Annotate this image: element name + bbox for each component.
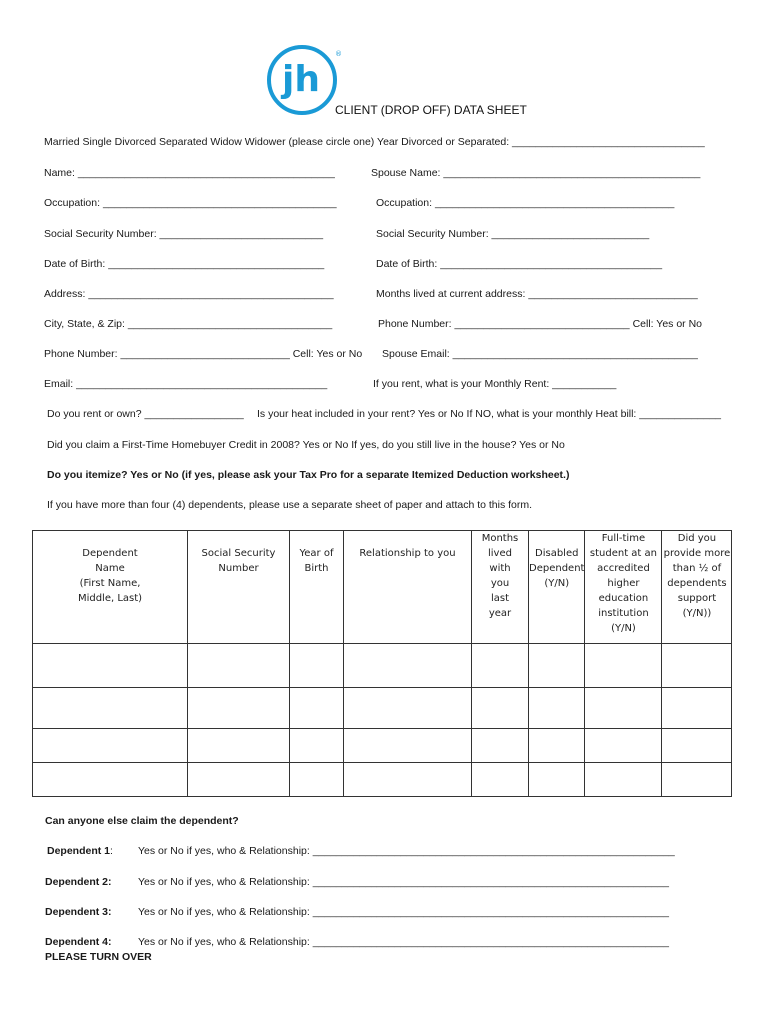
header-full-time-student: Full-time student at an accredited higher education institution (Y/N) <box>585 531 662 644</box>
dependent-3-label: Dependent 3: <box>45 906 112 918</box>
dependent-2-label: Dependent 2: <box>45 876 112 888</box>
dependents-note: If you have more than four (4) dependents, please use a separate sheet of paper and attach to this form. <box>47 499 533 511</box>
please-turn-over: PLEASE TURN OVER <box>45 951 152 963</box>
table-cell[interactable] <box>188 729 290 763</box>
itemize-line[interactable]: Do you itemize? Yes or No (if yes, please ask your Tax Pro for a separate Itemized Deduction worksheet.) <box>47 469 570 481</box>
header-support: Did you provide more than ½ of dependents support (Y/N)) <box>662 531 732 644</box>
table-row[interactable] <box>33 729 732 763</box>
spouse-occupation-field[interactable]: Occupation: _________________________________________ <box>376 197 675 209</box>
phone-field[interactable]: Phone Number: _____________________________ Cell: Yes or No <box>44 348 363 360</box>
ssn-field[interactable]: Social Security Number: ____________________________ <box>44 228 324 240</box>
table-cell[interactable] <box>662 688 732 729</box>
table-row[interactable] <box>33 763 732 797</box>
table-cell[interactable] <box>472 688 529 729</box>
dependent-1-field[interactable]: Yes or No if yes, who & Relationship: ______________________________________________________________ <box>138 845 675 857</box>
spouse-phone-field[interactable]: Phone Number: ______________________________ Cell: Yes or No <box>378 318 703 330</box>
table-cell[interactable] <box>662 729 732 763</box>
table-header-row <box>33 531 732 644</box>
rent-own-field[interactable]: Do you rent or own? _________________ <box>47 408 244 420</box>
table-cell[interactable] <box>529 644 585 688</box>
spouse-email-field[interactable]: Spouse Email: __________________________________________ <box>382 348 698 360</box>
city-state-zip-field[interactable]: City, State, & Zip: ___________________________________ <box>44 318 333 330</box>
header-disabled: Disabled Dependent (Y/N) <box>529 531 585 644</box>
address-field[interactable]: Address: __________________________________________ <box>44 288 334 300</box>
spouse-ssn-field[interactable]: Social Security Number: ___________________________ <box>376 228 650 240</box>
svg-text:jh: jh <box>282 59 320 100</box>
table-cell[interactable] <box>188 688 290 729</box>
table-cell[interactable] <box>585 729 662 763</box>
table-cell[interactable] <box>344 688 472 729</box>
table-cell[interactable] <box>188 763 290 797</box>
marital-status-line[interactable]: Married Single Divorced Separated Widow Widower (please circle one) Year Divorced or Separated: _________________________________ <box>44 136 705 148</box>
table-cell[interactable] <box>472 729 529 763</box>
dependent-4-field[interactable]: Yes or No if yes, who & Relationship: _____________________________________________________________ <box>138 936 669 948</box>
table-cell[interactable] <box>472 644 529 688</box>
table-row[interactable] <box>33 688 732 729</box>
table-cell[interactable] <box>529 688 585 729</box>
homebuyer-credit-line[interactable]: Did you claim a First-Time Homebuyer Credit in 2008? Yes or No If yes, do you still live in the house? Yes or No <box>47 439 565 451</box>
table-cell[interactable] <box>344 644 472 688</box>
heat-bill-field[interactable]: Is your heat included in your rent? Yes or No If NO, what is your monthly Heat bill: ______________ <box>257 408 722 420</box>
form-title: CLIENT (DROP OFF) DATA SHEET <box>335 103 527 117</box>
table-cell[interactable] <box>585 688 662 729</box>
table-cell[interactable] <box>472 763 529 797</box>
header-months-lived: Months lived with you last year <box>472 531 529 644</box>
table-cell[interactable] <box>585 763 662 797</box>
spouse-dob-field[interactable]: Date of Birth: ______________________________________ <box>376 258 663 270</box>
table-cell[interactable] <box>529 729 585 763</box>
monthly-rent-field[interactable]: If you rent, what is your Monthly Rent: ___________ <box>373 378 617 390</box>
header-ssn: Social Security Number <box>188 531 290 644</box>
table-cell[interactable] <box>662 644 732 688</box>
table-cell[interactable] <box>33 729 188 763</box>
dependent-3-field[interactable]: Yes or No if yes, who & Relationship: _____________________________________________________________ <box>138 906 669 918</box>
table-cell[interactable] <box>33 688 188 729</box>
occupation-field[interactable]: Occupation: ________________________________________ <box>44 197 337 209</box>
table-cell[interactable] <box>585 644 662 688</box>
table-cell[interactable] <box>344 729 472 763</box>
table-cell[interactable] <box>290 644 344 688</box>
dependents-table <box>32 530 732 797</box>
table-cell[interactable] <box>290 688 344 729</box>
table-cell[interactable] <box>33 763 188 797</box>
header-relationship: Relationship to you <box>344 531 472 644</box>
jh-logo <box>266 44 342 116</box>
email-field[interactable]: Email: ___________________________________________ <box>44 378 328 390</box>
spouse-name-field[interactable]: Spouse Name: ____________________________________________ <box>371 167 701 179</box>
months-lived-field[interactable]: Months lived at current address: _____________________________ <box>376 288 698 300</box>
table-cell[interactable] <box>290 729 344 763</box>
table-cell[interactable] <box>344 763 472 797</box>
claim-question: Can anyone else claim the dependent? <box>45 815 239 827</box>
dob-field[interactable]: Date of Birth: _____________________________________ <box>44 258 325 270</box>
header-year-of-birth: Year of Birth <box>290 531 344 644</box>
dependent-4-label: Dependent 4: <box>45 936 112 948</box>
table-cell[interactable] <box>188 644 290 688</box>
header-dependent-name: Dependent Name (First Name, Middle, Last) <box>33 531 188 644</box>
dependent-2-field[interactable]: Yes or No if yes, who & Relationship: _____________________________________________________________ <box>138 876 669 888</box>
table-row[interactable] <box>33 644 732 688</box>
table-cell[interactable] <box>529 763 585 797</box>
name-field[interactable]: Name: ____________________________________________ <box>44 167 335 179</box>
table-cell[interactable] <box>290 763 344 797</box>
svg-text:®: ® <box>335 50 342 58</box>
dependent-1-label: Dependent 1: <box>47 845 113 857</box>
table-cell[interactable] <box>662 763 732 797</box>
table-cell[interactable] <box>33 644 188 688</box>
